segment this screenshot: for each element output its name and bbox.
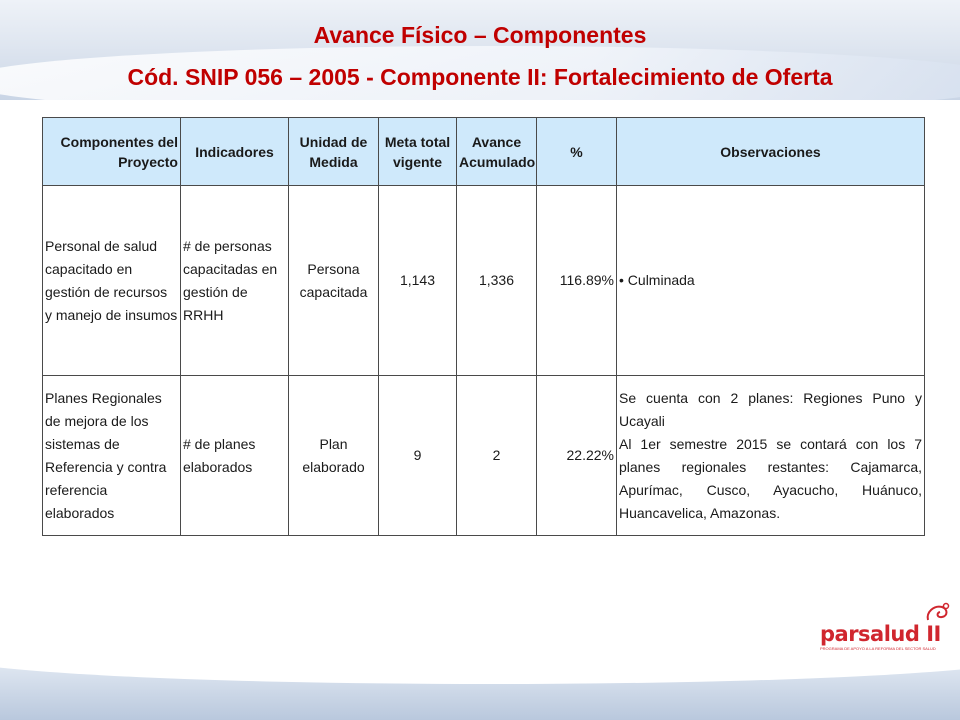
cell-meta: 1,143	[379, 186, 457, 376]
cell-pct: 22.22%	[537, 376, 617, 536]
observacion-line-2: Al 1er semestre 2015 se contará con los 7 planes regionales restantes: Cajamarca, Apurímac, Cusco, Ayacucho, Huánuco, Huancavelica, Amazonas.	[619, 435, 922, 521]
logo-tagline: PROGRAMA DE APOYO A LA REFORMA DEL SECTOR SALUD	[820, 646, 936, 651]
cell-indicador: # de planes elaborados	[181, 376, 289, 536]
logo-swirl-icon	[924, 602, 952, 624]
header-avance: Avance Acumulado	[457, 118, 537, 186]
header-unidad: Unidad de Medida	[289, 118, 379, 186]
cell-avance: 2	[457, 376, 537, 536]
header-meta: Meta total vigente	[379, 118, 457, 186]
table-row	[43, 376, 925, 536]
slide-subtitle: Cód. SNIP 056 – 2005 - Componente II: Fortalecimiento de Oferta	[127, 64, 833, 90]
cell-unidad: Plan elaborado	[289, 376, 379, 536]
parsalud-logo	[812, 600, 956, 660]
header-componentes: Componentes del Proyecto	[43, 118, 181, 186]
footer-background	[0, 652, 960, 720]
cell-meta: 9	[379, 376, 457, 536]
cell-componente: Planes Regionales de mejora de los sistemas de Referencia y contra referencia elaborados	[43, 376, 181, 536]
cell-unidad: Persona capacitada	[289, 186, 379, 376]
cell-observacion	[617, 376, 925, 536]
header-observaciones: Observaciones	[617, 118, 925, 186]
cell-componente: Personal de salud capacitado en gestión de recursos y manejo de insumos	[43, 186, 181, 376]
table-header-row	[43, 118, 925, 186]
header-indicadores: Indicadores	[181, 118, 289, 186]
table-row	[43, 186, 925, 376]
header-pct: %	[537, 118, 617, 186]
logo-wordmark: parsalud II	[820, 622, 941, 646]
observacion-line-1: Se cuenta con 2 planes: Regiones Puno y Ucayali	[619, 389, 922, 429]
cell-avance: 1,336	[457, 186, 537, 376]
cell-indicador: # de personas capacitadas en gestión de RRHH	[181, 186, 289, 376]
slide-title: Avance Físico – Componentes	[313, 22, 647, 48]
cell-pct: 116.89%	[537, 186, 617, 376]
cell-observacion: • Culminada	[617, 186, 925, 376]
progress-table	[42, 117, 925, 536]
